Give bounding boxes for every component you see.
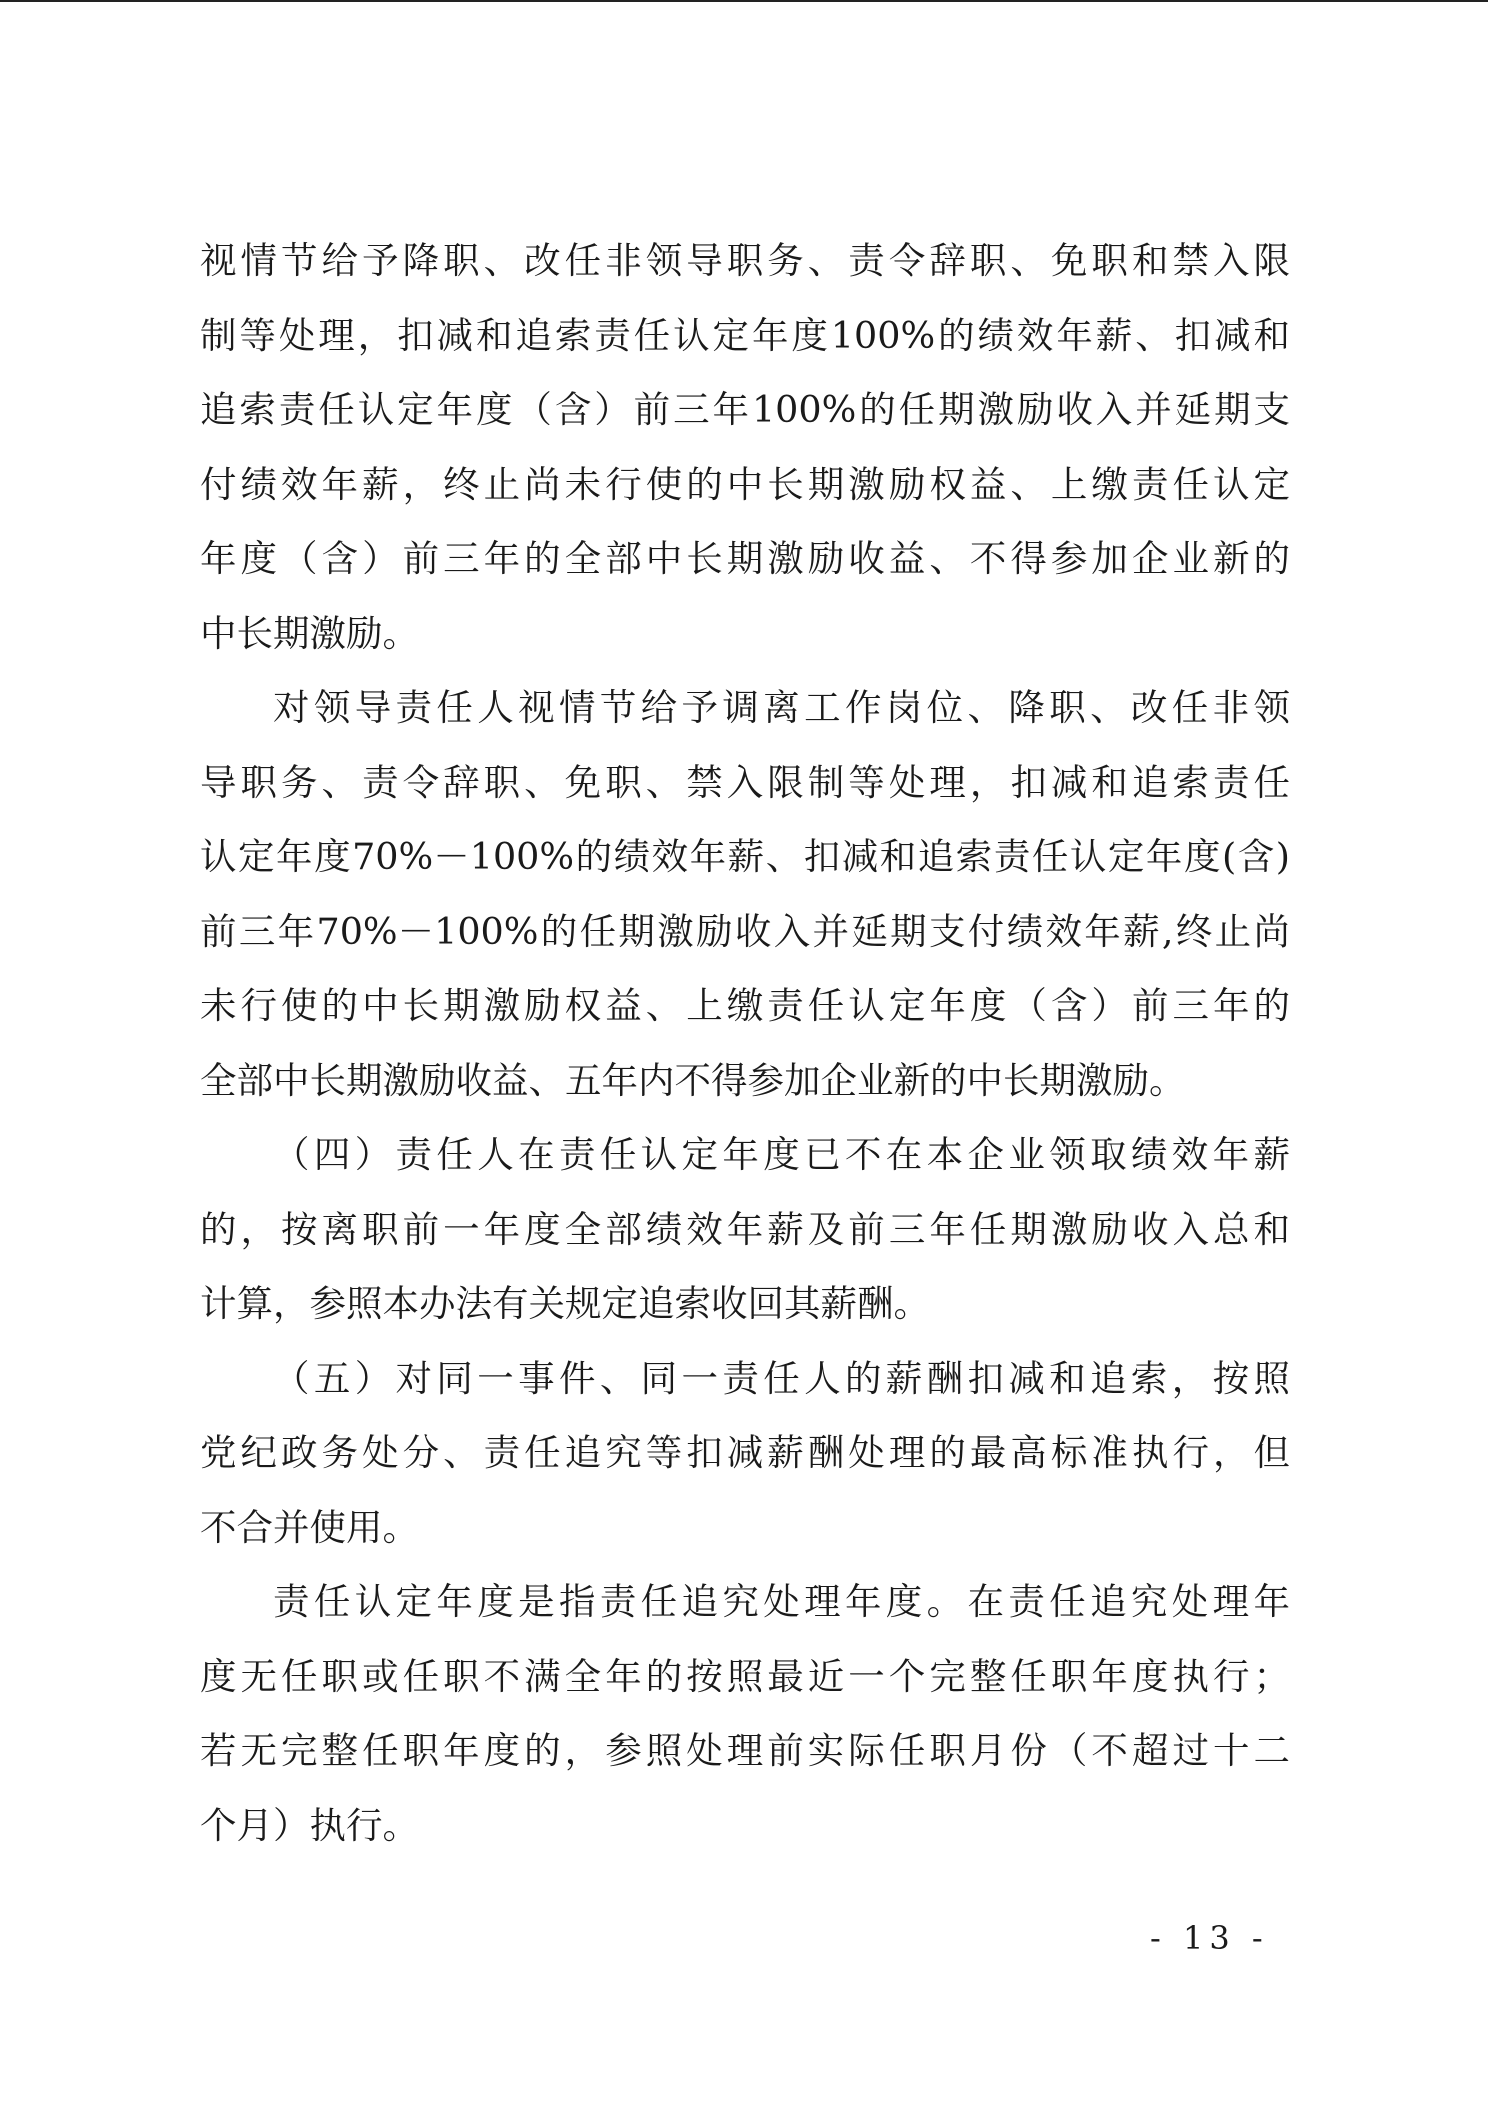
text-line: 视情节给予降职、改任非领导职务、责令辞职、免职和禁入限 (200, 239, 1290, 282)
page-number: - 13 - (1150, 1919, 1269, 1957)
text-line: 度无任职或任职不满全年的按照最近一个完整任职年度执行； (200, 1654, 1290, 1698)
paragraph (200, 1118, 1290, 1342)
text-line: （五）对同一事件、同一责任人的薪酬扣减和追索，按照 (273, 1356, 1290, 1400)
text-line: （四）责任人在责任认定年度已不在本企业领取绩效年薪 (273, 1133, 1290, 1176)
text-line: 不合并使用。 (200, 1505, 419, 1549)
text-line: 认定年度70%－100%的绩效年薪、扣减和追索责任认定年度(含) (200, 835, 1290, 878)
text-line: 中长期激励。 (200, 611, 419, 655)
text-line: 追索责任认定年度（含）前三年100%的任期激励收入并延期支 (200, 388, 1290, 431)
paragraph (200, 1565, 1290, 1863)
paragraph (200, 224, 1290, 671)
text-line: 若无完整任职年度的，参照处理前实际任职月份（不超过十二 (200, 1729, 1290, 1772)
document-body (200, 224, 1290, 1863)
text-line: 责任认定年度是指责任追究处理年度。在责任追究处理年 (273, 1580, 1290, 1623)
text-line: 计算，参照本办法有关规定追索收回其薪酬。 (200, 1282, 930, 1325)
text-line: 个月）执行。 (200, 1803, 419, 1847)
text-line: 对领导责任人视情节给予调离工作岗位、降职、改任非领 (273, 686, 1290, 729)
text-line: 未行使的中长期激励权益、上缴责任认定年度（含）前三年的 (200, 984, 1290, 1027)
text-line: 党纪政务处分、责任追究等扣减薪酬处理的最高标准执行，但 (200, 1431, 1290, 1474)
text-line: 付绩效年薪，终止尚未行使的中长期激励权益、上缴责任认定 (200, 462, 1290, 506)
text-line: 导职务、责令辞职、免职、禁入限制等处理，扣减和追索责任 (200, 760, 1290, 804)
paragraph (200, 1342, 1290, 1566)
text-line: 制等处理，扣减和追索责任认定年度100%的绩效年薪、扣减和 (200, 313, 1290, 357)
text-line: 年度（含）前三年的全部中长期激励收益、不得参加企业新的 (200, 537, 1290, 580)
text-line: 前三年70%－100%的任期激励收入并延期支付绩效年薪,终止尚 (200, 909, 1290, 953)
text-line: 的，按离职前一年度全部绩效年薪及前三年任期激励收入总和 (200, 1207, 1290, 1251)
paragraph (200, 671, 1290, 1118)
text-line: 全部中长期激励收益、五年内不得参加企业新的中长期激励。 (200, 1058, 1186, 1102)
